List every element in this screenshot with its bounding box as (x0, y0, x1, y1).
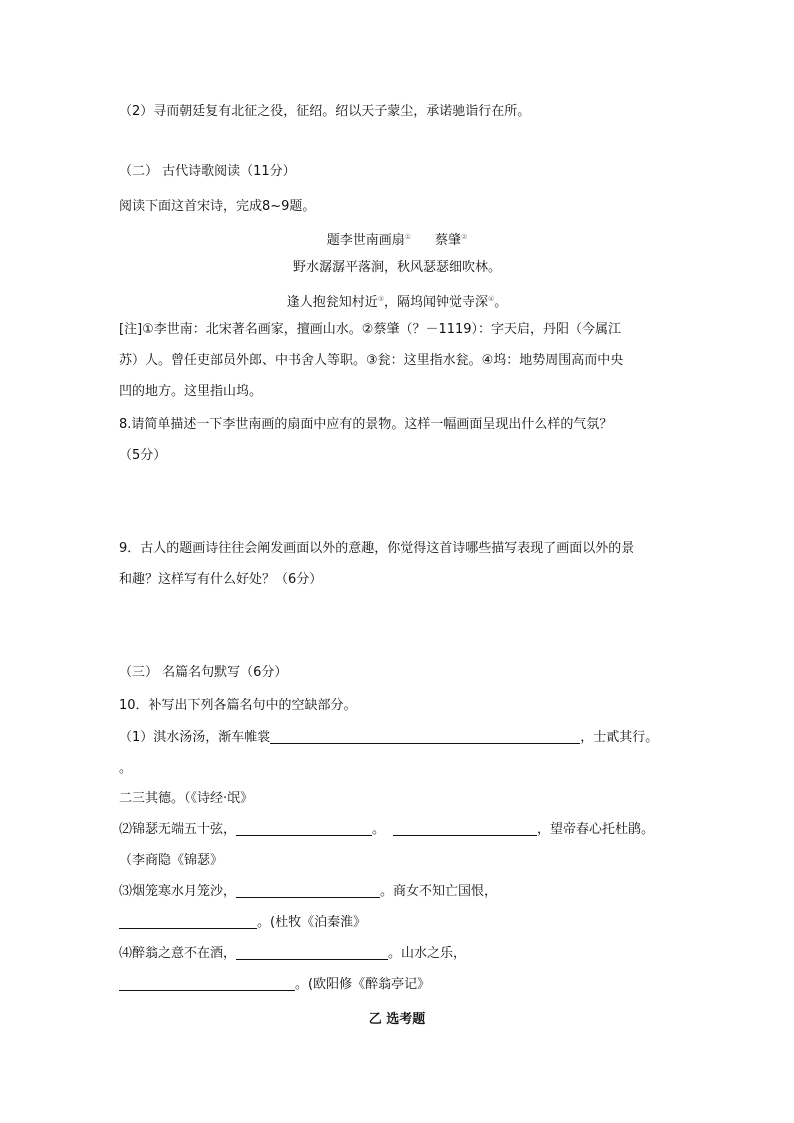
item-3-text-b: 。商女不知亡国恨， (380, 884, 498, 899)
question-8-line-2: （5分） (119, 448, 167, 463)
recitation-item-4-cont (119, 976, 430, 994)
answer-blank[interactable] (270, 729, 580, 744)
recitation-item-2 (119, 821, 654, 839)
item-2-text-c: ，望帝春心托杜鹃。 (537, 822, 655, 837)
answer-blank[interactable] (119, 976, 295, 991)
poem-line-2-end: 。 (494, 295, 508, 310)
classical-question-2: （2）寻而朝廷复有北征之役，征绍。绍以天子蒙尘，承诺驰诣行在所。 (119, 104, 531, 119)
answer-blank[interactable] (236, 883, 380, 898)
recitation-item-2-source: （李商隐《锦瑟》 (119, 853, 224, 868)
poem-notes-line-3: 凹的地方。这里指山坞。 (119, 384, 263, 399)
poem-title: 题李世南画扇 (326, 233, 405, 248)
recitation-item-3-cont (119, 914, 366, 932)
item-4-text-b: 。山水之乐， (388, 946, 467, 961)
poem-title-line (0, 228, 794, 250)
item-3-text-c: 。(杜牧《泊秦淮》 (257, 915, 367, 930)
poem-line-2-note-b: ④ (488, 295, 495, 303)
item-4-text-a: ⑷醉翁之意不在酒， (119, 946, 237, 961)
answer-blank[interactable] (119, 914, 257, 929)
item-4-text-c: 。(欧阳修《醉翁亭记》 (295, 977, 431, 992)
poem-author: 蔡肇 (435, 233, 462, 248)
poem-line-2-note-a: ③ (377, 295, 384, 303)
question-9-line-1: 9．古人的题画诗往往会阐发画面以外的意趣，你觉得这首诗哪些描写表现了画面以外的景 (119, 541, 635, 556)
recitation-item-1-cont: 。 (119, 761, 133, 776)
question-9-line-2: 和趣？这样写有什么好处？（6分） (119, 572, 323, 587)
poem-notes-line-2: 苏）人。曾任吏部员外郎、中书舍人等职。③瓮：这里指水瓮。④坞：地势周围高而中央 (119, 353, 624, 368)
recitation-item-3 (119, 883, 497, 901)
item-1-text-a: （1）淇水汤汤，渐车帷裳 (119, 730, 271, 745)
answer-blank[interactable] (393, 821, 537, 836)
poem-line-1: 野水潺潺平落涧，秋风瑟瑟细吹林。 (292, 260, 501, 275)
recitation-item-1 (119, 729, 658, 747)
section-2-intro: 阅读下面这首宋诗，完成8~9题。 (119, 199, 316, 214)
item-2-text-b: 。 (372, 822, 386, 837)
poem-line-2-part-a: 逢人抱瓮知村近 (286, 295, 378, 310)
item-2-text-a: ⑵锦瑟无端五十弦， (119, 822, 237, 837)
section-2-heading: （二） 古代诗歌阅读（11分） (119, 164, 296, 179)
item-1-text-b: ，士貳其行。 (580, 730, 659, 745)
poem-line-2-part-b: ，隔坞闻钟觉寺深 (383, 295, 488, 310)
poem-title-note: ① (404, 233, 411, 241)
question-10: 10．补写出下列各篇名句中的空缺部分。 (119, 698, 357, 713)
question-8-line-1: 8.请简单描述一下李世南画的扇面中应有的景物。这样一幅画面呈现出什么样的气氛？ (119, 417, 613, 432)
recitation-item-4 (119, 945, 466, 963)
item-3-text-a: ⑶烟笼寒水月笼沙， (119, 884, 237, 899)
part-b-heading: 乙 选考题 (368, 1012, 426, 1027)
recitation-item-1-source: 二三其德。（《诗经·氓》 (119, 791, 254, 806)
section-3-heading: （三） 名篇名句默写（6分） (119, 665, 288, 680)
answer-blank[interactable] (236, 945, 388, 960)
poem-notes-line-1: [注]①李世南：北宋著名画家，擅画山水。②蔡肇（？－1119）：字天启，丹阳（今属江 (119, 322, 622, 337)
poem-author-note: ② (461, 233, 468, 241)
answer-blank[interactable] (236, 821, 372, 836)
poem-line-2 (0, 290, 794, 312)
